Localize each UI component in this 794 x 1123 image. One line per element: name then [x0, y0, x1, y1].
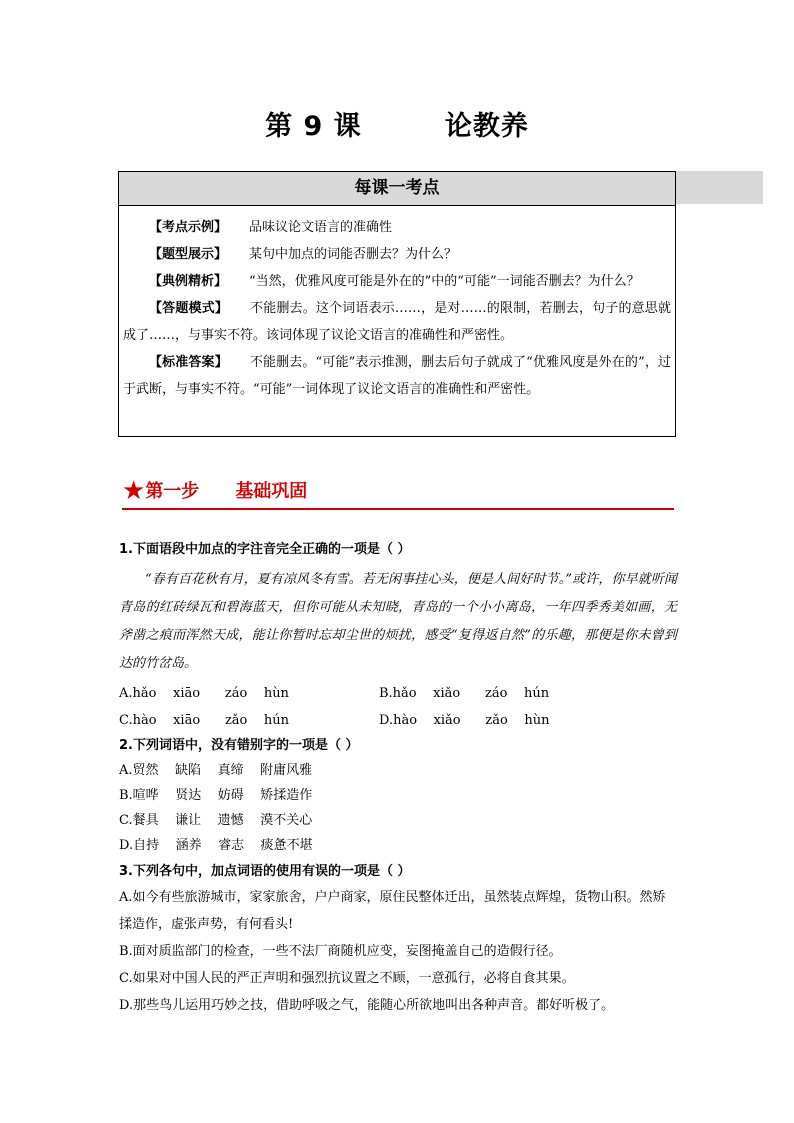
option-c: C.餐具 谦让 遗憾 漠不关心 — [119, 813, 313, 828]
step-heading — [122, 476, 674, 510]
box-row — [123, 295, 671, 349]
question-1-options-row — [119, 680, 677, 707]
row-text: 品味议论文语言的准确性 — [249, 220, 393, 235]
row-label: 【典例精析】 — [149, 274, 228, 289]
star-icon: ★ — [122, 476, 146, 506]
option-c: C.如果对中国人民的严正声明和强烈抗议置之不顾，一意孤行，必将自食其果。 — [119, 971, 575, 986]
step-name: 基础巩固 — [235, 481, 308, 502]
box-row — [123, 268, 671, 295]
box-row — [123, 214, 671, 241]
question-3-stem: 3.下列各句中，加点词语的使用有误的一项是（ ） — [119, 864, 411, 879]
question-1-passage: “春有百花秋有月，夏有凉风冬有雪。若无闲事挂心头，便是人间好时节。”或许，你早就听闻青岛的红砖绿瓦和碧海蓝天，但你可能从未知晓，青岛的一个小小离岛，一年四季秀美如画，无斧凿之痕而浑然天成，能让你暂时忘却尘世的烦扰，感受“复得返自然”的乐趣，那便是你未曾到达的竹岔岛。 — [119, 572, 677, 671]
page-title: 第 9 课 论教养 — [265, 111, 529, 142]
option-a: A.hǎo xiāo záo hùn — [119, 686, 289, 701]
box-row — [123, 349, 671, 403]
row-text: “当然，优雅风度可能是外在的”中的“可能”一词能否删去？为什么？ — [249, 274, 640, 289]
option-b: B.喧哗 贤达 妨碍 矫揉造作 — [119, 788, 313, 803]
box-row — [123, 241, 671, 268]
question-1-options-row — [119, 707, 677, 734]
question-2-stem: 2.下列词语中，没有错别字的一项是（ ） — [119, 738, 359, 753]
step-number: 第一步 — [145, 481, 200, 502]
row-label: 【标准答案】 — [149, 355, 228, 370]
box-body — [119, 206, 675, 403]
option-a: A.如今有些旅游城市，家家旅舍，户户商家，原住民整体迁出，虽然装点辉煌，货物山积。然矫揉造作，虚张声势，有何看头! — [119, 890, 666, 932]
option-a: A.贸然 缺陷 真缔 附庸风雅 — [119, 763, 313, 778]
question-1-stem: 1.下面语段中加点的字注音完全正确的一项是（ ） — [119, 542, 411, 557]
questions — [119, 538, 677, 1019]
box-title: 每课一考点 — [119, 172, 675, 206]
exam-point-box — [118, 171, 676, 437]
option-d: D.那些鸟儿运用巧妙之技，借助呼吸之气，能随心所欲地叫出各种声音。都好听极了。 — [119, 998, 615, 1013]
option-d: D.自持 涵养 睿志 痰惫不堪 — [119, 838, 313, 853]
row-text: 某句中加点的词能否删去？为什么？ — [249, 247, 458, 262]
row-text: 不能删去。这个词语表示……，是对……的限制，若删去，句子的意思就成了……，与事实不符。该词体现了议论文语言的准确性和严密性。 — [123, 301, 671, 343]
row-label: 【考点示例】 — [149, 220, 228, 235]
option-b: B.面对质监部门的检查，一些不法厂商随机应变，妄图掩盖自己的造假行径。 — [119, 944, 562, 959]
row-text: 不能删去。“可能”表示推测，删去后句子就成了“优雅风度是外在的”，过于武断，与事实不符。“可能”一词体现了议论文语言的准确性和严密性。 — [123, 355, 671, 397]
option-d: D.hào xiǎo zǎo hùn — [379, 713, 550, 728]
option-b: B.hǎo xiǎo záo hún — [379, 686, 550, 701]
row-label: 【题型展示】 — [149, 247, 228, 262]
option-c: C.hào xiāo zǎo hún — [119, 713, 290, 728]
row-label: 【答题模式】 — [149, 301, 229, 316]
